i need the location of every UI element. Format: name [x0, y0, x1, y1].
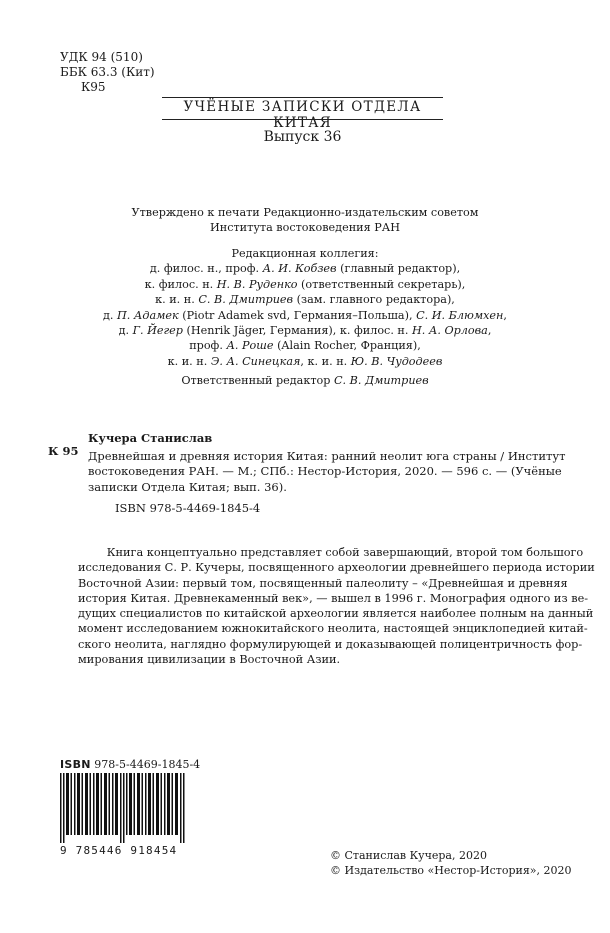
- board-title: Редакционная коллегия:: [231, 247, 379, 260]
- catalog-author: Кучера Станислав: [88, 431, 213, 445]
- bbk-code: ББК 63.3 (Кит): [60, 65, 155, 79]
- editor-label: Ответственный редактор: [181, 374, 334, 387]
- classification-block: [60, 50, 155, 95]
- header-rule-top: [162, 97, 443, 98]
- editorial-board: [95, 246, 515, 369]
- copyright-line: © Издательство «Нестор-История», 2020: [330, 864, 572, 877]
- series-title: УЧЁНЫЕ ЗАПИСКИ ОТДЕЛА КИТАЯ: [183, 99, 422, 131]
- editor-name: С. В. Дмитриев: [333, 374, 429, 387]
- copyright-block: [330, 848, 572, 878]
- responsible-editor: [95, 373, 515, 388]
- catalog-isbn: ISBN 978-5-4469-1845-4: [115, 501, 261, 515]
- board-member: к. и. н. Э. А. Синецкая, к. и. н. Ю. В. Чудодеев: [167, 354, 443, 368]
- annotation-line: дущих специалистов по китайской археологии является наиболее полным на данный: [78, 607, 594, 621]
- annotation-line: ского неолита, наглядно формулирующей и доказывающей полицентричность фор-: [78, 637, 583, 651]
- barcode-graphic: [60, 773, 185, 843]
- barcode-isbn-label: ISBN 978-5-4469-1845-4: [60, 758, 201, 771]
- approval-line: Утверждено к печати Редакционно-издательским советом: [131, 206, 479, 219]
- catalog-line: записки Отдела Китая; вып. 36).: [88, 479, 287, 494]
- annotation-line: Восточной Азии: первый том, посвященный палеолиту – «Древнейшая и древняя: [78, 576, 568, 590]
- board-member: д. П. Адамек (Piotr Adamek svd, Германия–Польша), С. И. Блюмхен,: [103, 308, 507, 322]
- board-member: д. филос. н., проф. А. И. Кобзев (главный редактор),: [149, 262, 461, 276]
- annotation-line: исследования С. Р. Кучеры, посвященного археологии древнейшего периода истории: [78, 561, 595, 575]
- copyright-line: © Станислав Кучера, 2020: [330, 849, 487, 862]
- approval-line: Института востоковедения РАН: [210, 221, 400, 235]
- udk-code: УДК 94 (510): [60, 50, 143, 64]
- header-rule-bottom: [162, 119, 443, 120]
- catalog-code: К 95: [48, 444, 79, 458]
- annotation-line: Книга концептуально представляет собой завершающий, второй том большого: [78, 546, 584, 559]
- annotation-line: мирования цивилизации в Восточной Азии.: [78, 653, 341, 667]
- catalog-line: Древнейшая и древняя история Китая: ранний неолит юга страны / Институт: [88, 449, 566, 463]
- annotation-line: момент исследованием южнокитайского неолита, настоящей энциклопедией китай-: [78, 622, 588, 636]
- catalog-description: [88, 449, 566, 495]
- board-member: к. и. н. С. В. Дмитриев (зам. главного редактора),: [155, 293, 455, 307]
- annotation: [78, 545, 595, 667]
- issue-number: Выпуск 36: [263, 129, 342, 145]
- catalog-line: востоковедения РАН. — М.; СПб.: Нестор-История, 2020. — 596 с. — (Учёные: [88, 464, 562, 479]
- barcode-digits: 9 785446 918454: [60, 844, 178, 857]
- board-member: д. Г. Йегер (Henrik Jäger, Германия), к. филос. н. Н. А. Орлова,: [118, 324, 492, 338]
- board-member: к. филос. н. Н. В. Руденко (ответственный секретарь),: [144, 277, 466, 291]
- author-mark: К95: [81, 80, 106, 94]
- annotation-line: история Китая. Древнекаменный век», — вышел в 1996 г. Монография одного из ве-: [78, 591, 589, 605]
- board-member: проф. А. Роше (Alain Rocher, Франция),: [189, 339, 421, 353]
- approval-note: [95, 205, 515, 236]
